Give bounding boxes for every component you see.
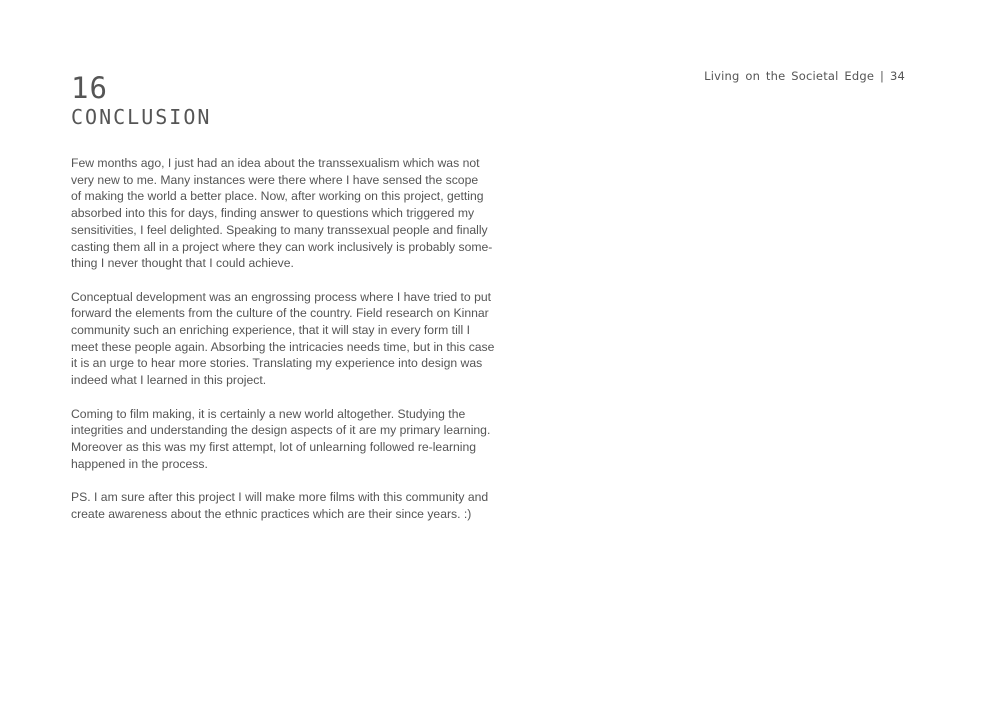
text-line: Few months ago, I just had an idea about the transsexualism which was not bbox=[71, 156, 480, 170]
text-line: forward the elements from the culture of the country. Field research on Kinnar bbox=[71, 306, 489, 321]
page-number: 34 bbox=[889, 69, 905, 83]
running-header bbox=[704, 69, 905, 83]
text-line: create awareness about the ethnic practices which are their since years. :) bbox=[71, 506, 472, 521]
text-line: indeed what I learned in this project. bbox=[71, 373, 267, 388]
chapter-number: 16 bbox=[71, 71, 108, 105]
text-line: Moreover as this was my first attempt, lot of unlearning followed re-learning bbox=[71, 439, 477, 454]
text-line: Coming to film making, it is certainly a new world altogether. Studying the bbox=[71, 406, 466, 421]
body-text bbox=[71, 155, 495, 539]
text-line: Conceptual development was an engrossing process where I have tried to put bbox=[71, 289, 492, 304]
chapter-title: CONCLUSION bbox=[71, 105, 212, 129]
running-title: Living on the Societal Edge bbox=[704, 69, 875, 83]
text-line: casting them all in a project where they can work inclusively is probably some- bbox=[71, 239, 493, 254]
paragraph-2 bbox=[71, 289, 495, 389]
header-separator: | bbox=[880, 69, 885, 83]
paragraph-3 bbox=[71, 406, 491, 473]
chapter-heading bbox=[71, 72, 211, 130]
text-line: thing I never thought that I could achieve. bbox=[71, 256, 294, 271]
text-line: of making the world a better place. Now, after working on this project, getting bbox=[71, 189, 484, 204]
paragraph-4 bbox=[71, 489, 489, 522]
text-line: sensitivities, I feel delighted. Speaking to many transsexual people and finally bbox=[71, 222, 488, 237]
text-line: community such an enriching experience, that it will stay in every form till I bbox=[71, 323, 470, 338]
text-line: integrities and understanding the design aspects of it are my primary learning. bbox=[71, 423, 491, 438]
text-line: absorbed into this for days, finding answer to questions which triggered my bbox=[71, 206, 475, 221]
paragraph-1 bbox=[71, 155, 493, 272]
text-line: happened in the process. bbox=[71, 456, 208, 471]
text-line: PS. I am sure after this project I will make more films with this community and bbox=[71, 490, 489, 505]
text-line: it is an urge to hear more stories. Translating my experience into design was bbox=[71, 356, 483, 371]
text-line: very new to me. Many instances were there where I have sensed the scope bbox=[71, 172, 479, 187]
text-line: meet these people again. Absorbing the intricacies needs time, but in this case bbox=[71, 339, 495, 354]
